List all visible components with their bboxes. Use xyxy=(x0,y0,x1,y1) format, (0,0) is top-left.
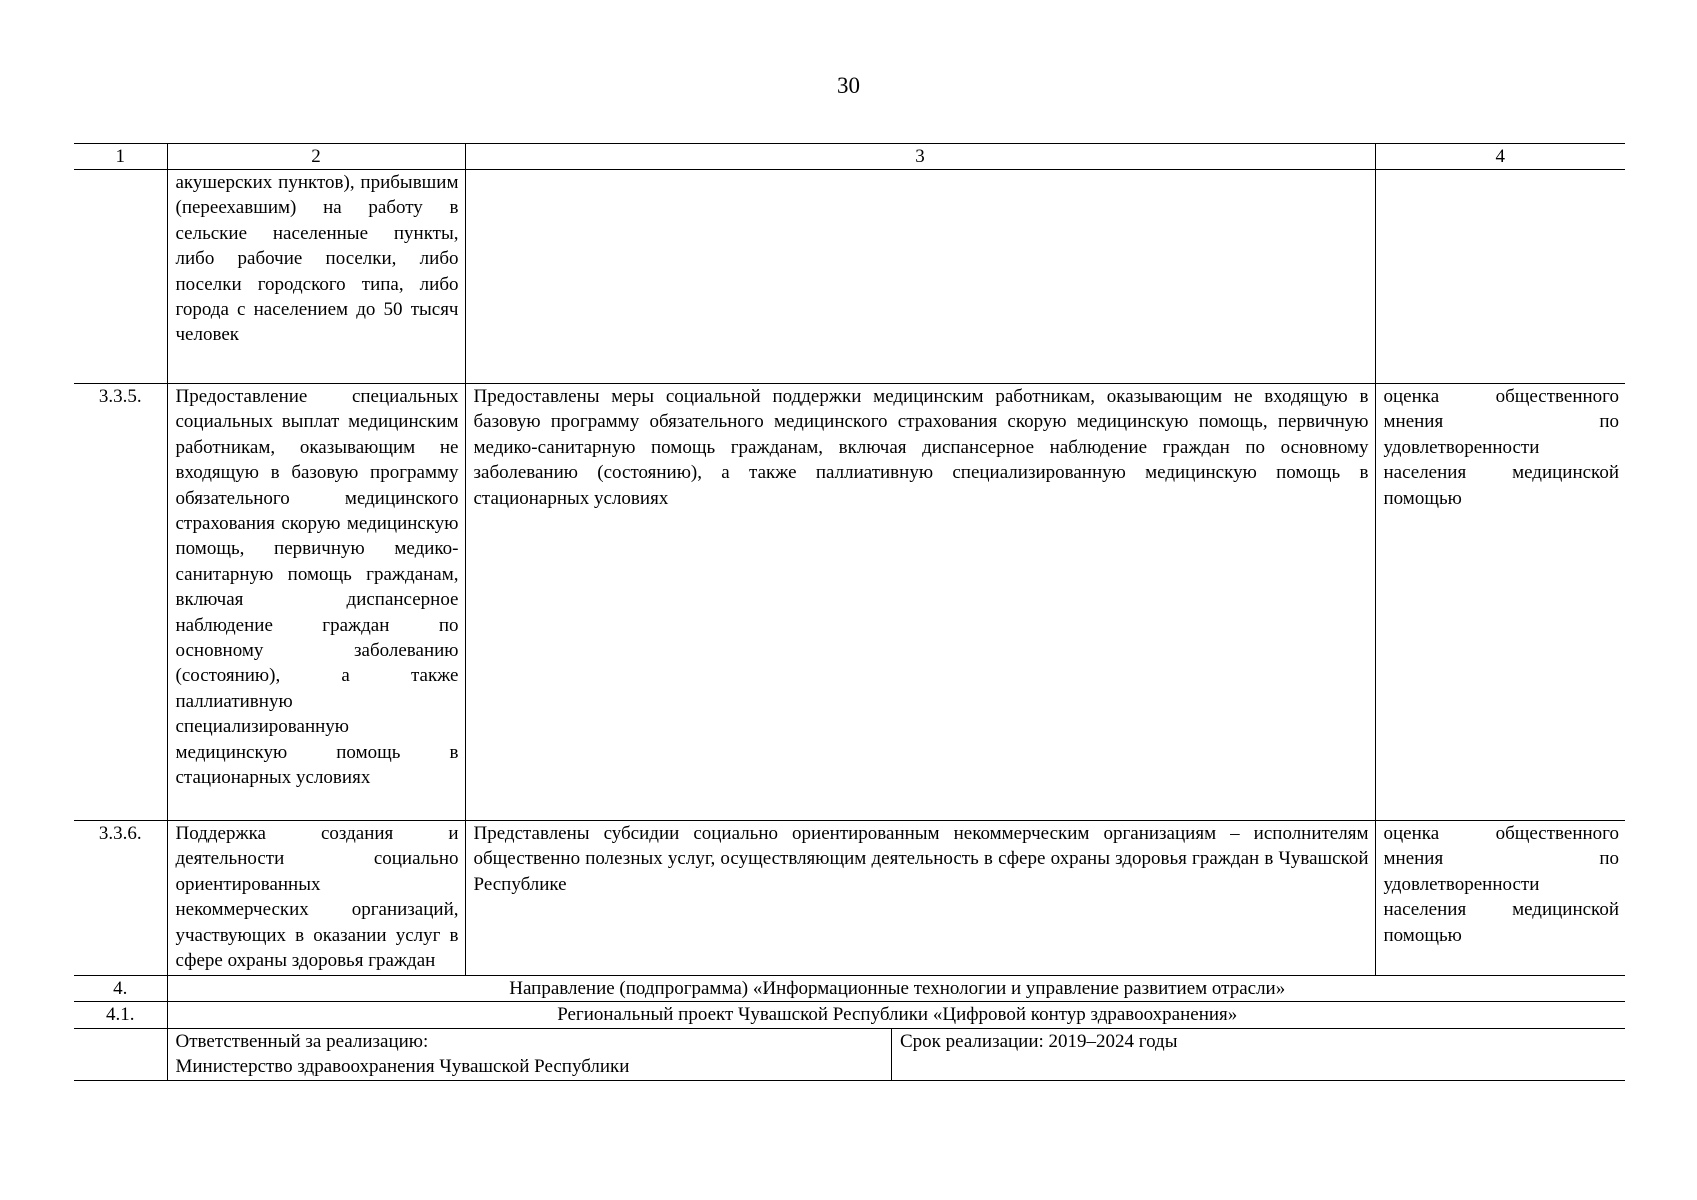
responsible-label: Ответственный за реализацию: xyxy=(175,1030,429,1052)
subsection-title: Региональный проект Чувашской Республики «Цифровой контур здравоохранения» xyxy=(167,1002,1625,1028)
table-row xyxy=(74,384,1625,821)
page-number: 30 xyxy=(837,73,860,98)
measure-name: Поддержка создания и деятельности социально ориентированных некоммерческих организаций, участвующих в оказании услуг в сфере охраны здоровья граждан xyxy=(167,821,465,976)
measure-name: акушерских пунктов), прибывшим (переехавшим) на работу в сельские населенные пункты, либо рабочие поселки, либо поселки городского типа, либо города с населением до 50 тысяч человек xyxy=(167,170,465,384)
section-number: 4. xyxy=(74,976,167,1002)
column-number: 1 xyxy=(74,144,167,170)
responsible-value: Министерство здравоохранения Чувашской Республики xyxy=(175,1056,630,1078)
column-number: 3 xyxy=(465,144,1375,170)
column-numbers-row xyxy=(74,144,1625,170)
expected-result: Представлены субсидии социально ориентированным некоммерческим организациям – исполнителям общественно полезных услуг, осуществляющим деятельность в сфере охраны здоровья граждан в Чувашской Республике xyxy=(465,821,1375,976)
row-number: 3.3.5. xyxy=(74,384,167,821)
column-number: 4 xyxy=(1375,144,1625,170)
section-row xyxy=(74,976,1625,1002)
expected-result xyxy=(465,170,1375,384)
indicator: оценка общественного мнения по удовлетворенности населения медицинской помощью xyxy=(1375,384,1625,821)
table-row xyxy=(74,821,1625,976)
table-row xyxy=(74,170,1625,384)
responsible-block xyxy=(168,1029,892,1080)
subsection-number: 4.1. xyxy=(74,1002,167,1028)
indicator: оценка общественного мнения по удовлетворенности населения медицинской помощью xyxy=(1375,821,1625,976)
expected-result: Предоставлены меры социальной поддержки медицинским работникам, оказывающим не входящую в базовую программу обязательного медицинского страхования скорую медицинскую помощь, первичную медико-санитарную помощь гражданам, включая диспансерное наблюдение граждан по основному заболеванию (состоянию), а также паллиативную специализированную медицинскую помощь в стационарных условиях xyxy=(465,384,1375,821)
measure-name: Предоставление специальных социальных выплат медицинским работникам, оказывающим не входящую в базовую программу обязательного медицинского страхования скорую медицинскую помощь, первичную медико-санитарную помощь гражданам, включая диспансерное наблюдение граждан по основному заболеванию (состоянию), а также паллиативную специализированную медицинскую помощь в стационарных условиях xyxy=(167,384,465,821)
program-table xyxy=(74,143,1625,1081)
column-number: 2 xyxy=(167,144,465,170)
row-number xyxy=(74,170,167,384)
responsible-split xyxy=(168,1029,1626,1080)
empty-cell xyxy=(74,1028,167,1080)
indicator xyxy=(1375,170,1625,384)
section-title: Направление (подпрограмма) «Информационные технологии и управление развитием отрасли» xyxy=(167,976,1625,1002)
responsible-cell xyxy=(167,1028,1625,1080)
responsible-row xyxy=(74,1028,1625,1080)
subsection-row xyxy=(74,1002,1625,1028)
row-number: 3.3.6. xyxy=(74,821,167,976)
implementation-term: Срок реализации: 2019–2024 годы xyxy=(900,1030,1178,1052)
